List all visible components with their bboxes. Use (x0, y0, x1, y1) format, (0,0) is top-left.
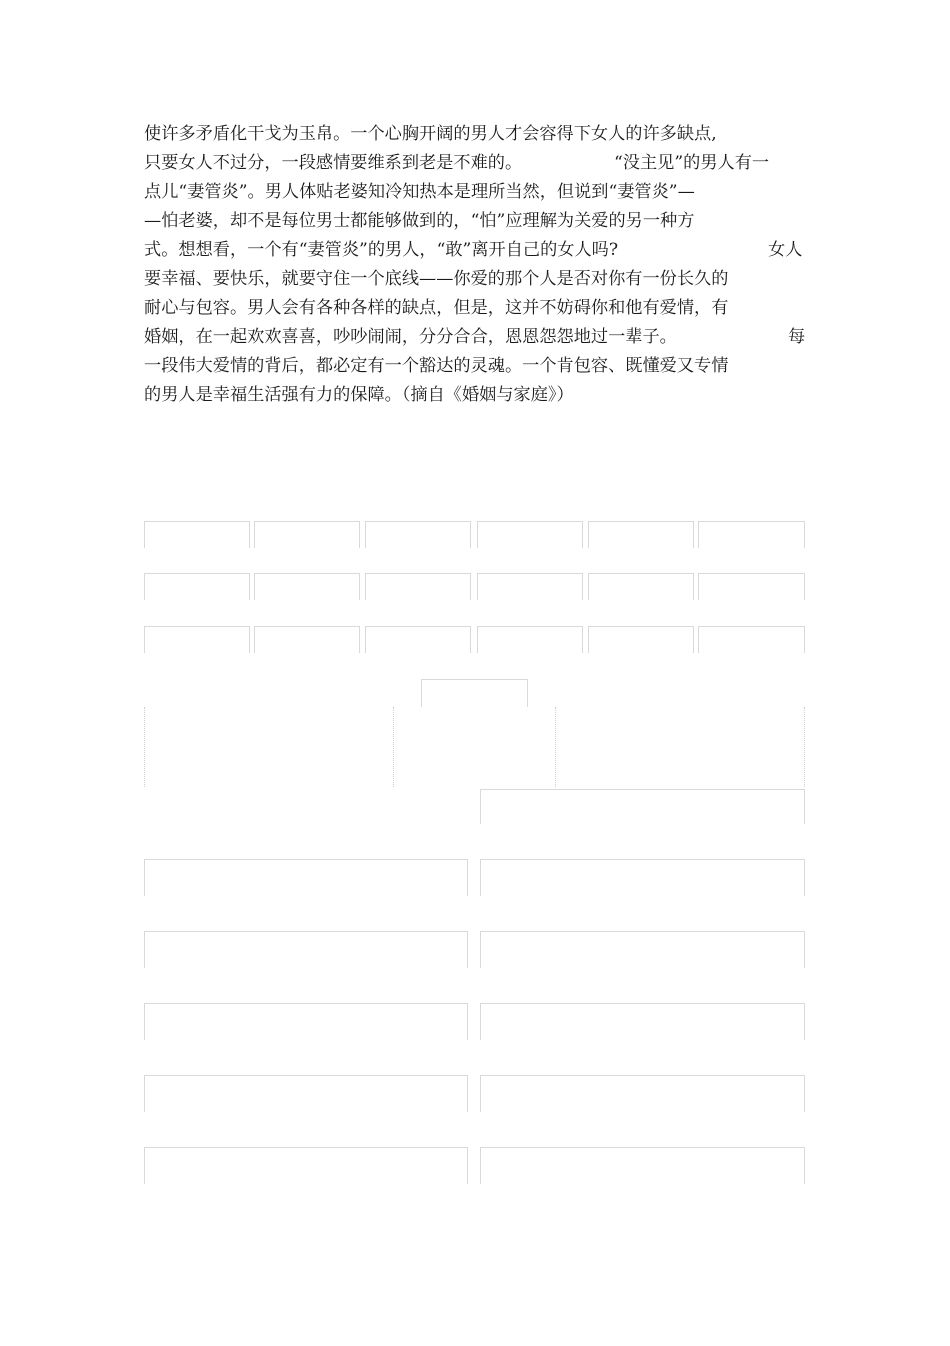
table-cell (144, 573, 250, 600)
table-cell (588, 626, 694, 653)
form-box (480, 931, 805, 968)
table-cell (698, 573, 805, 600)
text-line (144, 265, 814, 294)
article-text (144, 120, 814, 410)
text-segment: “没主见”的男人有一 (614, 153, 770, 173)
form-box (480, 1075, 805, 1112)
text-segment: 一段伟大爱情的背后，都必定有一个豁达的灵魂。一个肯包容、既懂爱又专情 (144, 356, 729, 376)
diagram-connector (393, 707, 394, 787)
form-box (480, 859, 805, 896)
text-line (144, 323, 814, 352)
text-line (144, 120, 814, 149)
form-box (480, 1003, 805, 1040)
text-line (144, 294, 814, 323)
form-box (144, 1003, 468, 1040)
table-cell (144, 521, 250, 548)
text-segment: 女人 (768, 240, 803, 260)
text-line (144, 149, 814, 178)
table-cell (365, 626, 471, 653)
text-segment: 每 (788, 327, 806, 347)
form-box (144, 1075, 468, 1112)
text-line (144, 352, 814, 381)
table-cell (477, 626, 583, 653)
table-cell (144, 626, 250, 653)
text-segment: 要幸福、要快乐，就要守住一个底线——你爱的那个人是否对你有一份长久的 (144, 269, 729, 289)
form-box (144, 1147, 468, 1184)
diagram-connector (144, 707, 145, 787)
diagram-box (421, 679, 528, 707)
table-cell (477, 521, 583, 548)
table-cell (254, 626, 360, 653)
diagram-connector (555, 707, 556, 787)
text-segment: 点儿“妻管炎”。男人体贴老婆知冷知热本是理所当然，但说到“妻管炎”— (144, 182, 695, 202)
table-cell (254, 573, 360, 600)
table-cell (365, 521, 471, 548)
table-cell (698, 521, 805, 548)
text-segment: 婚姻，在一起欢欢喜喜，吵吵闹闹，分分合合，恩恩怨怨地过一辈子。 (144, 327, 677, 347)
table-cell (588, 573, 694, 600)
text-segment: 耐心与包容。男人会有各种各样的缺点，但是，这并不妨碍你和他有爱情，有 (144, 298, 729, 318)
table-cell (588, 521, 694, 548)
form-box (144, 931, 468, 968)
text-segment: 的男人是幸福生活强有力的保障。（摘自《婚姻与家庭》） (144, 385, 574, 405)
table-cell (365, 573, 471, 600)
form-box (480, 1147, 805, 1184)
diagram-box (480, 789, 805, 824)
text-segment: —怕老婆，却不是每位男士都能够做到的，“怕”应理解为关爱的另一种方 (144, 211, 695, 231)
text-line (144, 381, 814, 410)
table-cell (477, 573, 583, 600)
text-segment: 式。想想看，一个有“妻管炎”的男人，“敢”离开自己的女人吗? (144, 240, 619, 260)
text-line (144, 178, 814, 207)
text-segment: 只要女人不过分，一段感情要维系到老是不难的。 (144, 153, 523, 173)
form-box (144, 859, 468, 896)
table-cell (698, 626, 805, 653)
diagram-connector (804, 707, 805, 787)
text-line (144, 236, 814, 265)
text-segment: 使许多矛盾化干戈为玉帛。一个心胸开阔的男人才会容得下女人的许多缺点, (144, 124, 717, 144)
table-cell (254, 521, 360, 548)
text-line (144, 207, 814, 236)
